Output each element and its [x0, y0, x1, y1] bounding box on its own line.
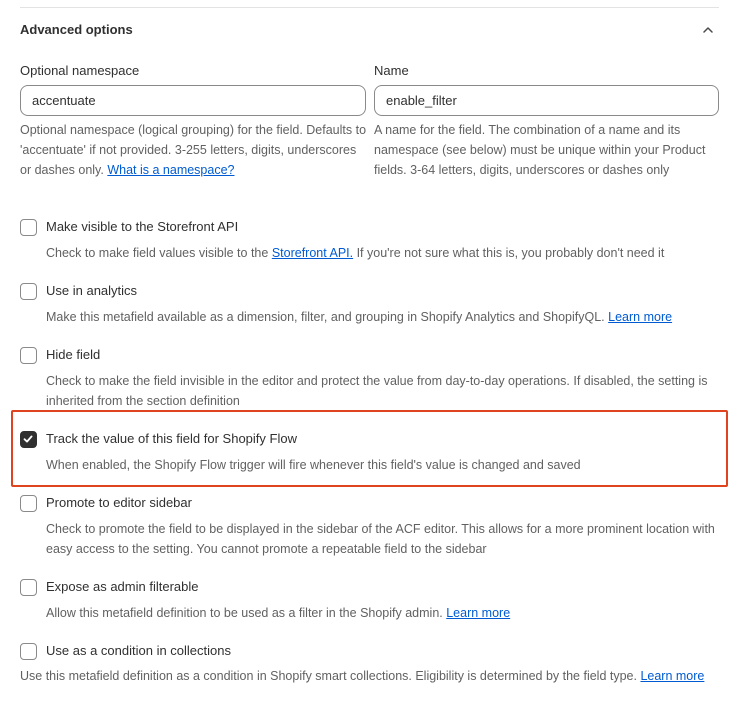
admin-filterable-learn-more-link[interactable]: Learn more [446, 606, 511, 620]
option-label: Hide field [46, 347, 101, 362]
option-description: Check to make the field invisible in the editor and protect the value from day-to-day operations. If disabled, the setting is inherited from the section definition [46, 374, 708, 408]
option-description [46, 307, 716, 327]
namespace-input[interactable] [20, 85, 366, 116]
option-label: Track the value of this field for Shopify Flow [46, 431, 297, 446]
storefront-api-link[interactable]: Storefront API. [271, 246, 354, 260]
checkmark-icon [22, 433, 34, 445]
admin-filterable-checkbox[interactable] [20, 579, 37, 596]
option-desc-text: Allow this metafield definition to be used as a filter in the Shopify admin. [46, 606, 447, 620]
collections-condition-checkbox[interactable] [20, 643, 37, 660]
option-desc-text-2: If you're not sure what this is, you probably don't need it [353, 246, 665, 260]
option-label: Use in analytics [46, 283, 138, 298]
namespace-help-link[interactable]: What is a namespace? [107, 163, 235, 177]
analytics-learn-more-link[interactable]: Learn more [608, 310, 673, 324]
section-title: Advanced options [20, 22, 133, 37]
namespace-label: Optional namespace [20, 63, 140, 78]
option-label: Promote to editor sidebar [46, 495, 192, 510]
option-description [46, 603, 716, 623]
shopify-flow-checkbox[interactable] [20, 431, 37, 448]
name-help: A name for the field. The combination of a name and its namespace (see below) must be unique within your Product fields. 3-64 letters, digits, underscores or dashes only [374, 123, 706, 177]
option-label: Expose as admin filterable [46, 579, 199, 594]
option-description: Check to promote the field to be displayed in the sidebar of the ACF editor. This allows for a more prominent location with easy access to the setting. You cannot promote a repeatable field to the sidebar [46, 522, 715, 556]
collections-learn-more-link[interactable]: Learn more [640, 669, 705, 683]
section-divider [20, 7, 719, 8]
namespace-help [20, 120, 368, 180]
name-input[interactable] [374, 85, 719, 116]
option-desc-text: Check to make field values visible to the [46, 246, 272, 260]
highlight-box [11, 410, 728, 487]
storefront-api-checkbox[interactable] [20, 219, 37, 236]
option-desc-text: Make this metafield available as a dimension, filter, and grouping in Shopify Analytics and ShopifyQL. [46, 310, 609, 324]
option-description: When enabled, the Shopify Flow trigger will fire whenever this field's value is changed and saved [46, 458, 581, 472]
hide-field-checkbox[interactable] [20, 347, 37, 364]
chevron-up-icon[interactable] [700, 22, 716, 38]
namespace-help-text: Optional namespace (logical grouping) for the field. Defaults to 'accentuate' if not provided. 3-255 letters, digits, underscores or dashes only. [20, 123, 367, 177]
option-label: Make visible to the Storefront API [46, 219, 239, 234]
promote-sidebar-checkbox[interactable] [20, 495, 37, 512]
option-label: Use as a condition in collections [46, 643, 231, 658]
analytics-checkbox[interactable] [20, 283, 37, 300]
option-description [46, 243, 716, 263]
option-description [20, 668, 710, 684]
name-label: Name [374, 63, 409, 78]
option-desc-text: Use this metafield definition as a condition in Shopify smart collections. Eligibility is determined by the field type. [20, 669, 641, 683]
